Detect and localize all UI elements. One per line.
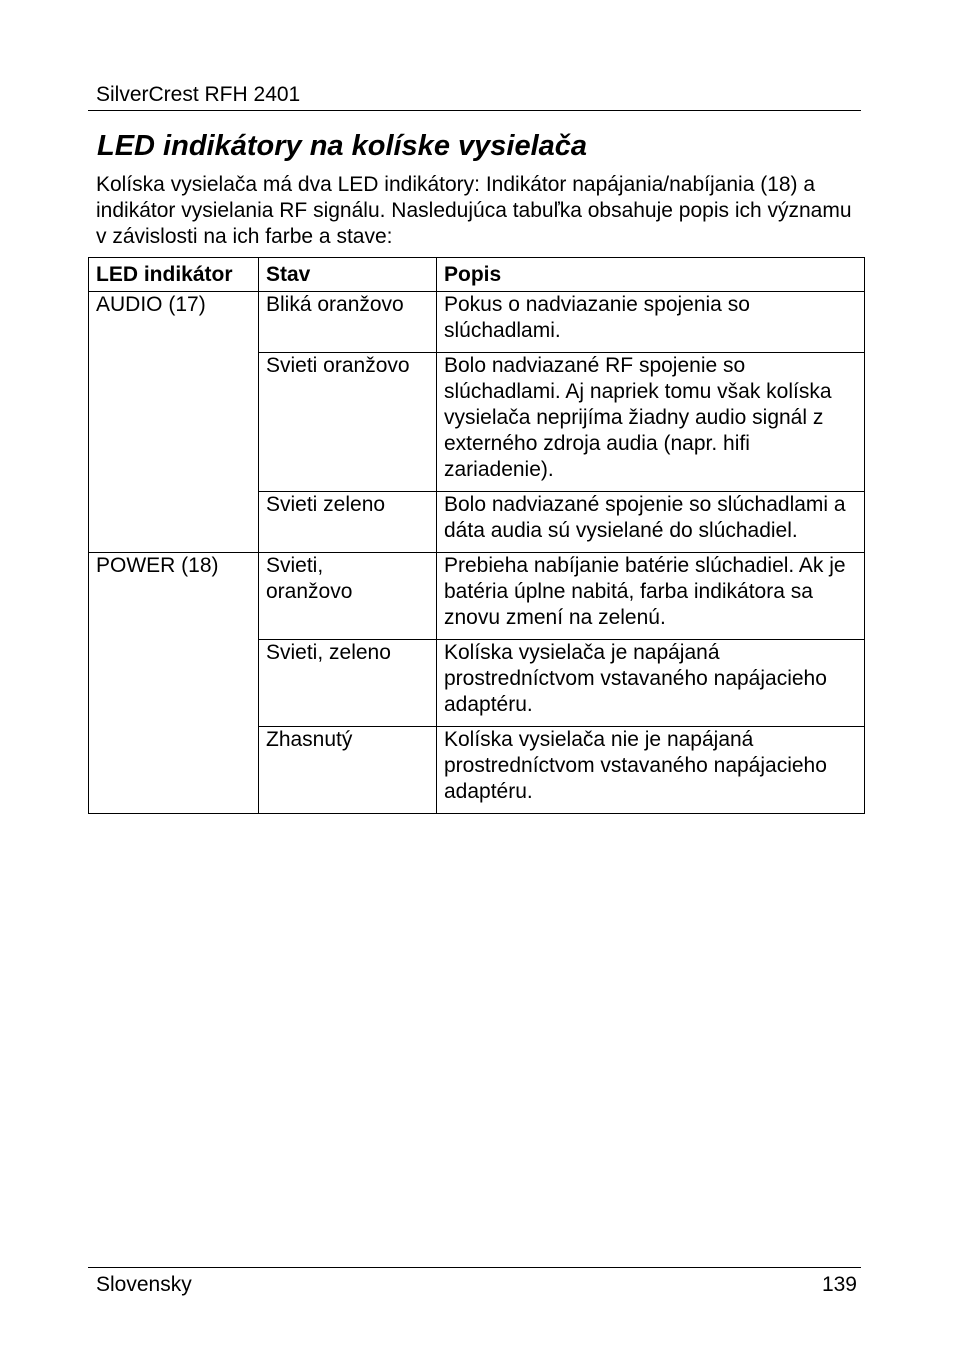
footer-divider <box>88 1267 861 1268</box>
description-cell: Kolíska vysielača nie je napájaná prostredníctvom vstavaného napájacieho adaptéru. <box>437 727 865 814</box>
table-header-row <box>89 258 865 292</box>
state-cell: Bliká oranžovo <box>259 292 437 353</box>
description-cell: Bolo nadviazané spojenie so slúchadlami a dáta audia sú vysielané do slúchadiel. <box>437 492 865 553</box>
column-header-led: LED indikátor <box>89 258 259 292</box>
column-header-description: Popis <box>437 258 865 292</box>
led-indicator-table <box>88 257 865 814</box>
description-cell: Pokus o nadviazanie spojenia so slúchadlami. <box>437 292 865 353</box>
state-cell: Svieti zeleno <box>259 492 437 553</box>
intro-paragraph: Kolíska vysielača má dva LED indikátory: Indikátor napájania/nabíjania (18) a indikátor vysielania RF signálu. Nasledujúca tabuľka obsahuje popis ich významu v závislosti na ich farbe a stave: <box>96 173 852 248</box>
led-name-cell: POWER (18) <box>89 553 259 814</box>
description-cell: Prebieha nabíjanie batérie slúchadiel. Ak je batéria úplne nabitá, farba indikátora sa znovu zmení na zelenú. <box>437 553 865 640</box>
led-name-cell: AUDIO (17) <box>89 292 259 553</box>
table-row <box>89 292 865 353</box>
state-cell: Svieti oranžovo <box>259 353 437 492</box>
state-cell: Svieti, zeleno <box>259 640 437 727</box>
section-title: LED indikátory na kolíske vysielača <box>97 130 588 162</box>
footer-language: Slovensky <box>96 1273 192 1296</box>
description-cell: Bolo nadviazané RF spojenie so slúchadlami. Aj napriek tomu však kolíska vysielača neprijíma žiadny audio signál z externého zdroja audia (napr. hifi zariadenie). <box>437 353 865 492</box>
page-header: SilverCrest RFH 2401 <box>96 83 301 106</box>
state-cell: Svieti, oranžovo <box>259 553 437 640</box>
page-number: 139 <box>821 1273 857 1296</box>
column-header-state: Stav <box>259 258 437 292</box>
table-row <box>89 553 865 640</box>
description-cell: Kolíska vysielača je napájaná prostredníctvom vstavaného napájacieho adaptéru. <box>437 640 865 727</box>
state-cell: Zhasnutý <box>259 727 437 814</box>
header-divider <box>88 110 861 111</box>
